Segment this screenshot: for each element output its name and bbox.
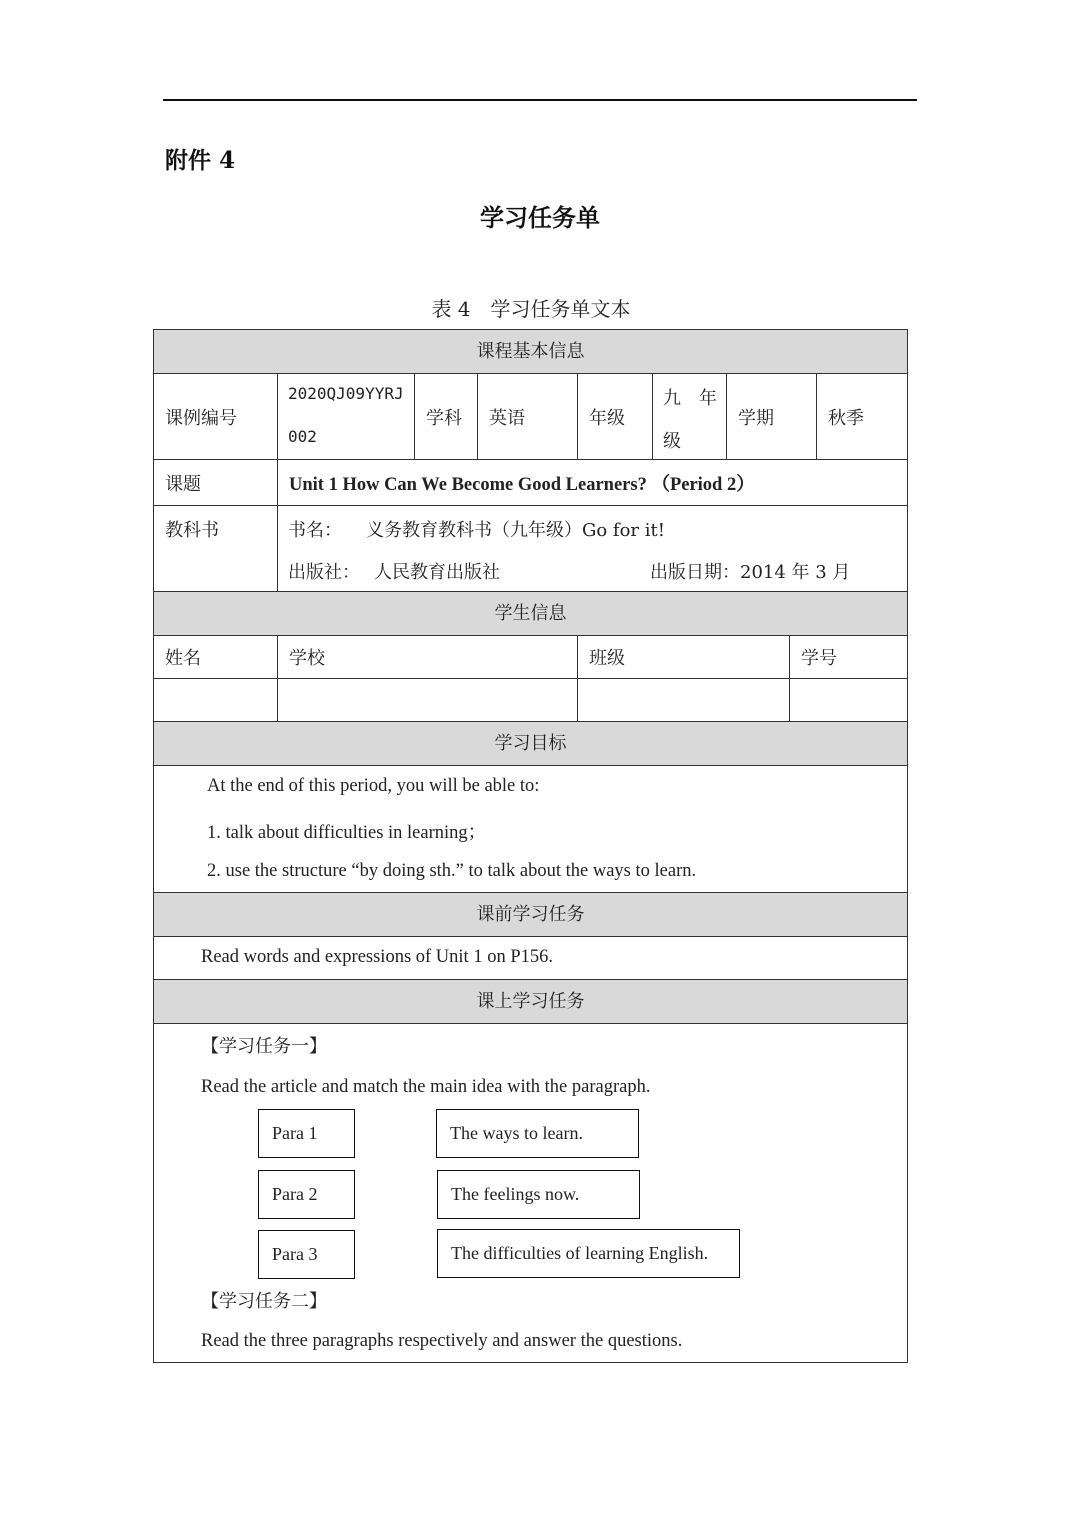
book-name-label: 书名：	[288, 520, 342, 541]
case-id-label: 课例编号	[154, 374, 278, 459]
section-student-info	[154, 592, 907, 636]
name-field[interactable]	[154, 679, 278, 721]
section-goals	[154, 722, 907, 766]
publisher-label: 出版社：	[288, 562, 360, 583]
section-in-class	[154, 980, 907, 1024]
para-box-1[interactable]: Para 1	[258, 1109, 355, 1158]
section-title: 学生信息	[494, 603, 567, 624]
student-header-row	[154, 636, 907, 679]
pub-date-value: 2014 年 3 月	[740, 562, 851, 583]
in-class-body	[154, 1024, 907, 1362]
case-id-value: 2020QJ09YYRJ 002	[278, 374, 415, 459]
goals-intro: At the end of this period, you will be able to:	[207, 776, 540, 796]
case-info-row	[154, 374, 907, 460]
section-pre-class	[154, 893, 907, 937]
task2-instruction: Read the three paragraphs respectively and answer the questions.	[201, 1331, 683, 1351]
book-name-value: 义务教育教科书（九年级）Go for it!	[366, 520, 665, 541]
school-field[interactable]	[278, 679, 578, 721]
section-title: 课上学习任务	[476, 991, 585, 1012]
document-title: 学习任务单	[480, 203, 600, 232]
grade-value: 九 年 级	[653, 374, 727, 459]
pre-class-text: Read words and expressions of Unit 1 on P156.	[201, 947, 553, 967]
student-no-field[interactable]	[790, 679, 907, 721]
section-title: 课程基本信息	[476, 341, 585, 362]
idea-box-3[interactable]: The difficulties of learning English.	[437, 1229, 740, 1278]
student-no-label: 学号	[801, 648, 837, 669]
task2-title: 【学习任务二】	[201, 1291, 327, 1312]
subject-value: 英语	[478, 374, 578, 459]
idea-box-2[interactable]: The feelings now.	[437, 1170, 640, 1219]
textbook-label: 教科书	[154, 506, 278, 591]
topic-value: Unit 1 How Can We Become Good Learners? （Period 2）	[289, 474, 755, 495]
topic-row	[154, 460, 907, 506]
para-box-2[interactable]: Para 2	[258, 1170, 355, 1219]
topic-label: 课题	[154, 460, 278, 505]
table-caption: 表 4 学习任务单文本	[431, 297, 631, 321]
task1-title: 【学习任务一】	[201, 1036, 327, 1057]
textbook-details	[278, 506, 907, 591]
goal-item-1: 1. talk about difficulties in learning；	[207, 823, 487, 843]
publisher-value: 人民教育出版社	[374, 562, 500, 583]
section-course-info	[154, 330, 907, 374]
pub-date-label: 出版日期：	[650, 562, 740, 583]
student-input-row	[154, 679, 907, 722]
pre-class-body	[154, 937, 907, 980]
textbook-row	[154, 506, 907, 592]
school-label: 学校	[278, 636, 578, 678]
task-sheet-table	[153, 329, 908, 1363]
section-title: 学习目标	[494, 733, 567, 754]
task1-instruction: Read the article and match the main idea with the paragraph.	[201, 1077, 651, 1097]
goals-body	[154, 766, 907, 893]
grade-label: 年级	[578, 374, 653, 459]
subject-label: 学科	[415, 374, 478, 459]
term-value: 秋季	[828, 407, 864, 429]
section-title: 课前学习任务	[476, 904, 585, 925]
name-label: 姓名	[154, 636, 278, 678]
idea-box-1[interactable]: The ways to learn.	[436, 1109, 639, 1158]
goal-item-2: 2. use the structure “by doing sth.” to talk about the ways to learn.	[207, 861, 697, 881]
para-box-3[interactable]: Para 3	[258, 1230, 355, 1279]
header-rule	[163, 99, 917, 101]
class-field[interactable]	[578, 679, 790, 721]
class-label: 班级	[578, 636, 790, 678]
term-label: 学期	[727, 374, 817, 459]
attachment-label: 附件 4	[165, 147, 236, 174]
